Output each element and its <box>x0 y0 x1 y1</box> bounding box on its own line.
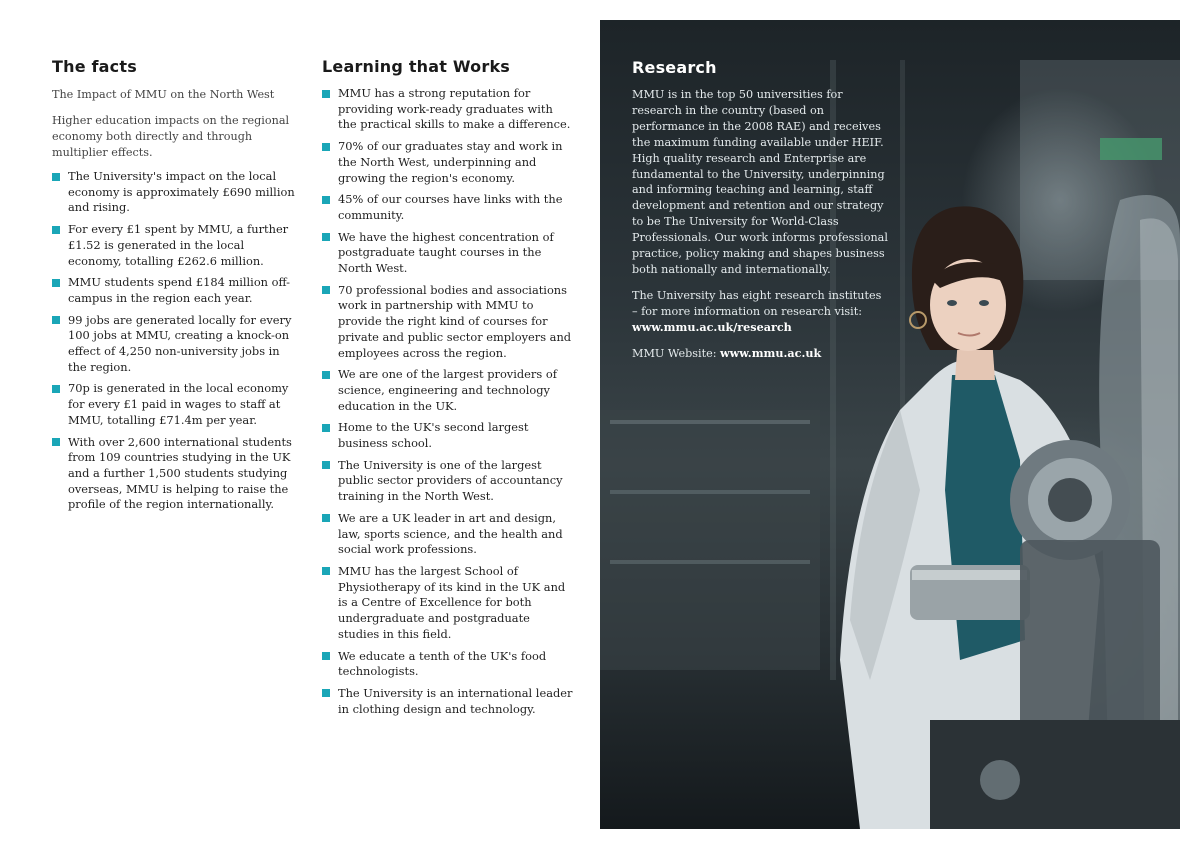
bullet-square-icon <box>322 371 330 379</box>
list-item-text: For every £1 spent by MMU, a further £1.52 is generated in the local economy, totalling £262.6 million. <box>68 222 289 268</box>
bullet-square-icon <box>322 652 330 660</box>
bullet-square-icon <box>322 461 330 469</box>
list-item <box>52 435 300 514</box>
lab-photo <box>600 20 1180 829</box>
list-item-text: MMU students spend £184 million off-campus in the region each year. <box>68 275 291 305</box>
bullet-square-icon <box>52 173 60 181</box>
learning-heading: Learning that Works <box>322 57 511 76</box>
learning-list <box>322 86 574 717</box>
bullet-square-icon <box>322 689 330 697</box>
research-institutes-text: The University has eight research institutes – for more information on research visit: <box>632 288 882 318</box>
list-item <box>322 192 574 223</box>
list-item <box>322 283 574 362</box>
research-link[interactable]: www.mmu.ac.uk/research <box>632 319 792 334</box>
list-item-text: 45% of our courses have links with the community. <box>338 192 563 222</box>
list-item-text: 70 professional bodies and associations work in partnership with MMU to provide the right kind of courses for private and public sector employers and employees across the region. <box>338 282 572 360</box>
bullet-square-icon <box>322 567 330 575</box>
list-item-text: We have the highest concentration of postgraduate taught courses in the North West. <box>338 229 554 276</box>
facts-subtitle: The Impact of MMU on the North West <box>52 88 275 101</box>
list-item <box>322 367 574 414</box>
list-item-text: 99 jobs are generated locally for every 100 jobs at MMU, creating a knock-on effect of 4,250 non-university jobs in the region. <box>68 312 292 374</box>
list-item <box>52 275 300 306</box>
list-item-text: We educate a tenth of the UK's food technologists. <box>338 648 547 679</box>
list-item-text: Home to the UK's second largest business school. <box>338 420 529 451</box>
bullet-square-icon <box>322 424 330 432</box>
list-item <box>322 649 574 680</box>
bullet-square-icon <box>52 385 60 393</box>
bullet-square-icon <box>322 233 330 241</box>
bullet-square-icon <box>322 143 330 151</box>
list-item-text: The University is one of the largest public sector providers of accountancy training in the North West. <box>338 457 563 504</box>
bullet-square-icon <box>52 226 60 234</box>
list-item-text: MMU has the largest School of Physiotherapy of its kind in the UK and is a Centre of Excellence for both undergraduate and postgraduate studies in this field. <box>338 563 566 641</box>
bullet-square-icon <box>322 196 330 204</box>
list-item <box>322 564 574 643</box>
website-line <box>632 346 888 362</box>
website-label: MMU Website: <box>632 346 717 360</box>
list-item <box>322 511 574 558</box>
learning-column <box>322 57 574 723</box>
research-heading: Research <box>632 58 717 77</box>
research-section <box>632 58 888 362</box>
facts-column <box>52 57 300 519</box>
list-item-text: The University's impact on the local economy is approximately £690 million and rising. <box>68 169 295 215</box>
list-item <box>322 686 574 717</box>
website-link[interactable]: www.mmu.ac.uk <box>720 345 822 360</box>
list-item-text: MMU has a strong reputation for providing work-ready graduates with the practical skills to make a difference. <box>338 86 571 132</box>
bullet-square-icon <box>52 438 60 446</box>
list-item-text: 70% of our graduates stay and work in the North West, underpinning and growing the region's economy. <box>338 139 563 185</box>
facts-intro: Higher education impacts on the regional economy both directly and through multiplier effects. <box>52 114 290 159</box>
list-item-text: The University is an international leader in clothing design and technology. <box>338 685 573 716</box>
list-item <box>322 139 574 186</box>
list-item <box>52 381 300 428</box>
bullet-square-icon <box>322 90 330 98</box>
list-item-text: With over 2,600 international students from 109 countries studying in the UK and a further 1,500 students studying overseas, MMU is helping to raise the profile of the region internationally. <box>68 434 292 512</box>
list-item <box>322 230 574 277</box>
research-body: MMU is in the top 50 universities for research in the country (based on performance in the 2008 RAE) and receives the maximum funding available under HEIF. High quality research and Enterprise are fundamental to the University, underpinning and informing teaching and learning, staff development and retention and our strategy to be The University for World-Class Professionals. Our work informs professional practice, policy making and shapes business both nationally and internationally. <box>632 88 888 276</box>
list-item <box>52 222 300 269</box>
bullet-square-icon <box>52 279 60 287</box>
bullet-square-icon <box>322 286 330 294</box>
list-item <box>52 313 300 376</box>
list-item <box>322 420 574 451</box>
facts-heading: The facts <box>52 57 137 76</box>
list-item-text: We are one of the largest providers of science, engineering and technology education in the UK. <box>338 367 557 413</box>
list-item <box>322 458 574 505</box>
research-institutes-paragraph <box>632 288 888 336</box>
list-item-text: We are a UK leader in art and design, law, sports science, and the health and social work professions. <box>338 510 563 557</box>
bullet-square-icon <box>322 514 330 522</box>
list-item-text: 70p is generated in the local economy for every £1 paid in wages to staff at MMU, totalling £71.4m per year. <box>68 381 289 427</box>
facts-list <box>52 169 300 513</box>
list-item <box>52 169 300 216</box>
list-item <box>322 86 574 133</box>
bullet-square-icon <box>52 316 60 324</box>
